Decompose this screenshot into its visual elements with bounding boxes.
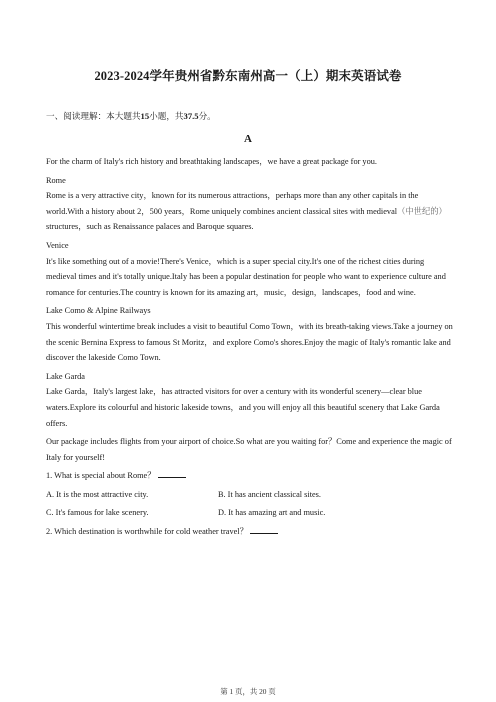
section-prefix: 一、阅读理解：本大题共 [46,111,141,121]
passage-intro: For the charm of Italy's rich history and breathtaking landscapes，we have a great package for you. [46,157,377,166]
option-c: C. It's famous for lake scenery. [46,508,149,518]
question-count: 15 [140,111,150,121]
venice-heading: Venice [46,240,69,250]
question-1-options-row-2 [46,505,454,521]
garda-paragraph: Lake Garda，Italy's largest lake，has attracted visitors for over a century with its wonderful scenery—clear blue waters.Explore its colourful and historic lakeside towns，and you will enjoy all this beautiful scenery that Lake Garda offers. [46,387,440,428]
venice-paragraph: It's like something out of a movie!There's Venice，which is a super special city.It's one of the richest cities during medieval times and it's totally unique.Italy has been a popular destination for people who want to experience culture and romance for centuries.The country is known for its amazing art，music，design，landscapes，food and wine. [46,256,446,297]
passage-body [46,154,454,540]
como-heading: Lake Como & Alpine Railways [46,306,151,316]
answer-blank[interactable] [158,469,186,478]
rome-note: （中世纪的） [397,206,447,216]
option-b: B. It has ancient classical sites. [218,489,321,499]
rome-text-b: structures，such as Renaissance palaces and Baroque squares. [46,222,254,232]
section-heading [46,110,216,122]
passage-letter: A [244,133,252,145]
page-title: 2023-2024学年贵州省黔东南州高一（上）期末英语试卷 [94,69,402,83]
section-mid: 小题，共 [149,111,184,121]
closing-paragraph: Our package includes flights from your airport of choice.So what are you waiting for？Come and experience the magic of Italy for yourself! [46,437,452,462]
rome-heading: Rome [46,175,66,185]
total-score: 37.5 [183,111,199,121]
question-2-stem: 2. Which destination is worthwhile for cold weather travel？ [46,524,454,540]
como-paragraph: This wonderful wintertime break includes a visit to beautiful Como Town，with its breath-taking views.Take a journey on the scenic Bernina Express to famous St Moritz，and explore Como's shores.Enjoy the magic of Italy's romantic lake and discover the lakeside Como Town. [46,321,453,363]
option-a: A. It is the most attractive city. [46,489,149,499]
garda-heading: Lake Garda [46,371,85,381]
rome-text-a: Rome is a very attractive city，known for its numerous attractions，perhaps more than any other capitals in the world.With a history about 2，500 years，Rome uniquely combines ancient classical sites with medieval [46,191,419,216]
page-footer: 第 1 页，共 20 页 [220,687,276,696]
rome-paragraph [46,188,454,235]
question-1-stem: 1. What is special about Rome？ [46,468,454,484]
option-d: D. It has amazing art and music. [218,508,326,518]
question-1-options-row-1 [46,487,454,503]
section-suffix: 分。 [198,111,216,121]
answer-blank[interactable] [250,525,278,534]
